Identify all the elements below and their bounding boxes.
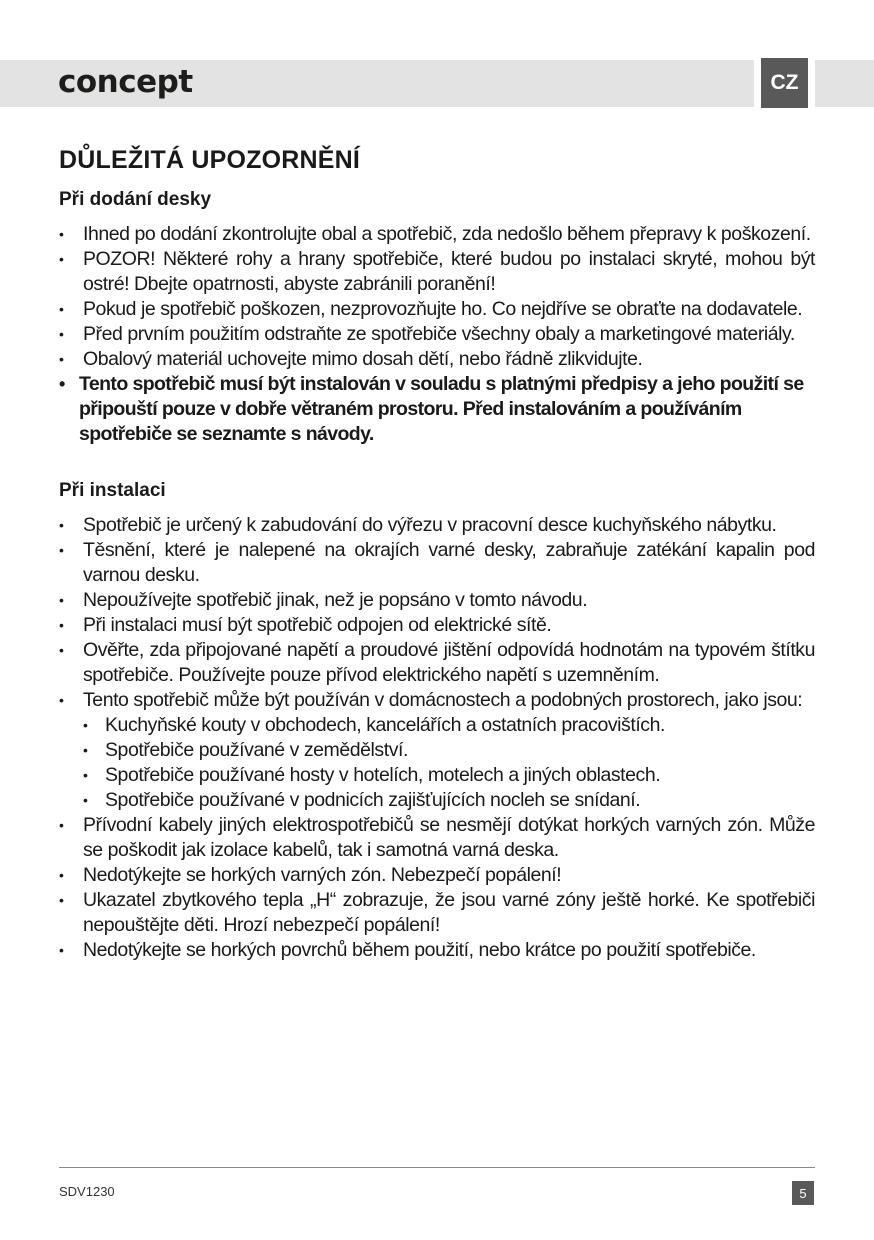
sub-list-item: • Spotřebiče používané hosty v hotelích, motelech a jiných oblastech. <box>83 763 815 788</box>
page-number: 5 <box>792 1181 814 1205</box>
list-item: • Ukazatel zbytkového tepla „H“ zobrazuje, že jsou varné zóny ještě horké. Ke spotřebiči nepouštějte děti. Hrozí nebezpečí popálení! <box>59 888 815 938</box>
installation-list <box>59 513 815 963</box>
language-badge: CZ <box>761 58 808 108</box>
sub-list <box>83 713 815 813</box>
section-heading-delivery: Při dodání desky <box>59 189 212 210</box>
list-item: • Přívodní kabely jiných elektrospotřebičů se nesmějí dotýkat horkých varných zón. Může se poškodit jak izolace kabelů, tak i samotná varná deska. <box>59 813 815 863</box>
sub-list-item: • Kuchyňské kouty v obchodech, kancelářích a ostatních pracovištích. <box>83 713 815 738</box>
list-item <box>59 688 815 813</box>
brand-logo: concept <box>58 64 193 100</box>
list-item: • Spotřebič je určený k zabudování do výřezu v pracovní desce kuchyňského nábytku. <box>59 513 815 538</box>
list-item: • Obalový materiál uchovejte mimo dosah dětí, nebo řádně zlikvidujte. <box>59 347 815 372</box>
list-item: • POZOR! Některé rohy a hrany spotřebiče, které budou po instalaci skryté, mohou být ostré! Dbejte opatrnosti, abyste zabránili poranění! <box>59 247 815 297</box>
list-item: • Ověřte, zda připojované napětí a proudové jištění odpovídá hodnotám na typovém štítku spotřebiče. Používejte pouze přívod elektrického napětí s uzemněním. <box>59 638 815 688</box>
list-item-text: Tento spotřebič může být používán v domácnostech a podobných prostorech, jako jsou: <box>83 689 803 711</box>
list-item: • Těsnění, které je nalepené na okrajích varné desky, zabraňuje zatékání kapalin pod varnou desku. <box>59 538 815 588</box>
page-title: DŮLEŽITÁ UPOZORNĚNÍ <box>59 146 361 174</box>
delivery-list <box>59 222 815 447</box>
page-content <box>59 140 815 963</box>
list-item: • Při instalaci musí být spotřebič odpojen od elektrické sítě. <box>59 613 815 638</box>
list-item: • Před prvním použitím odstraňte ze spotřebiče všechny obaly a marketingové materiály. <box>59 322 815 347</box>
list-item: • Pokud je spotřebič poškozen, nezprovozňujte ho. Co nejdříve se obraťte na dodavatele. <box>59 297 815 322</box>
footer-divider <box>59 1167 815 1168</box>
sub-list-item: • Spotřebiče používané v zemědělství. <box>83 738 815 763</box>
sub-list-item: • Spotřebiče používané v podnicích zajišťujících nocleh se snídaní. <box>83 788 815 813</box>
section-heading-installation: Při instalaci <box>59 480 166 501</box>
list-item: • Nedotýkejte se horkých povrchů během použití, nebo krátce po použití spotřebiče. <box>59 938 815 963</box>
list-item: • Ihned po dodání zkontrolujte obal a spotřebič, zda nedošlo během přepravy k poškození. <box>59 222 815 247</box>
list-item: • Nedotýkejte se horkých varných zón. Nebezpečí popálení! <box>59 863 815 888</box>
header-band-right <box>815 60 874 107</box>
list-item: • Nepoužívejte spotřebič jinak, než je popsáno v tomto návodu. <box>59 588 815 613</box>
model-number: SDV1230 <box>59 1184 115 1199</box>
warning-item: • Tento spotřebič musí být instalován v souladu s platnými předpisy a jeho použití se připouští pouze v dobře větraném prostoru. Před instalováním a používáním spotřebiče se seznamte s návody. <box>59 372 815 447</box>
